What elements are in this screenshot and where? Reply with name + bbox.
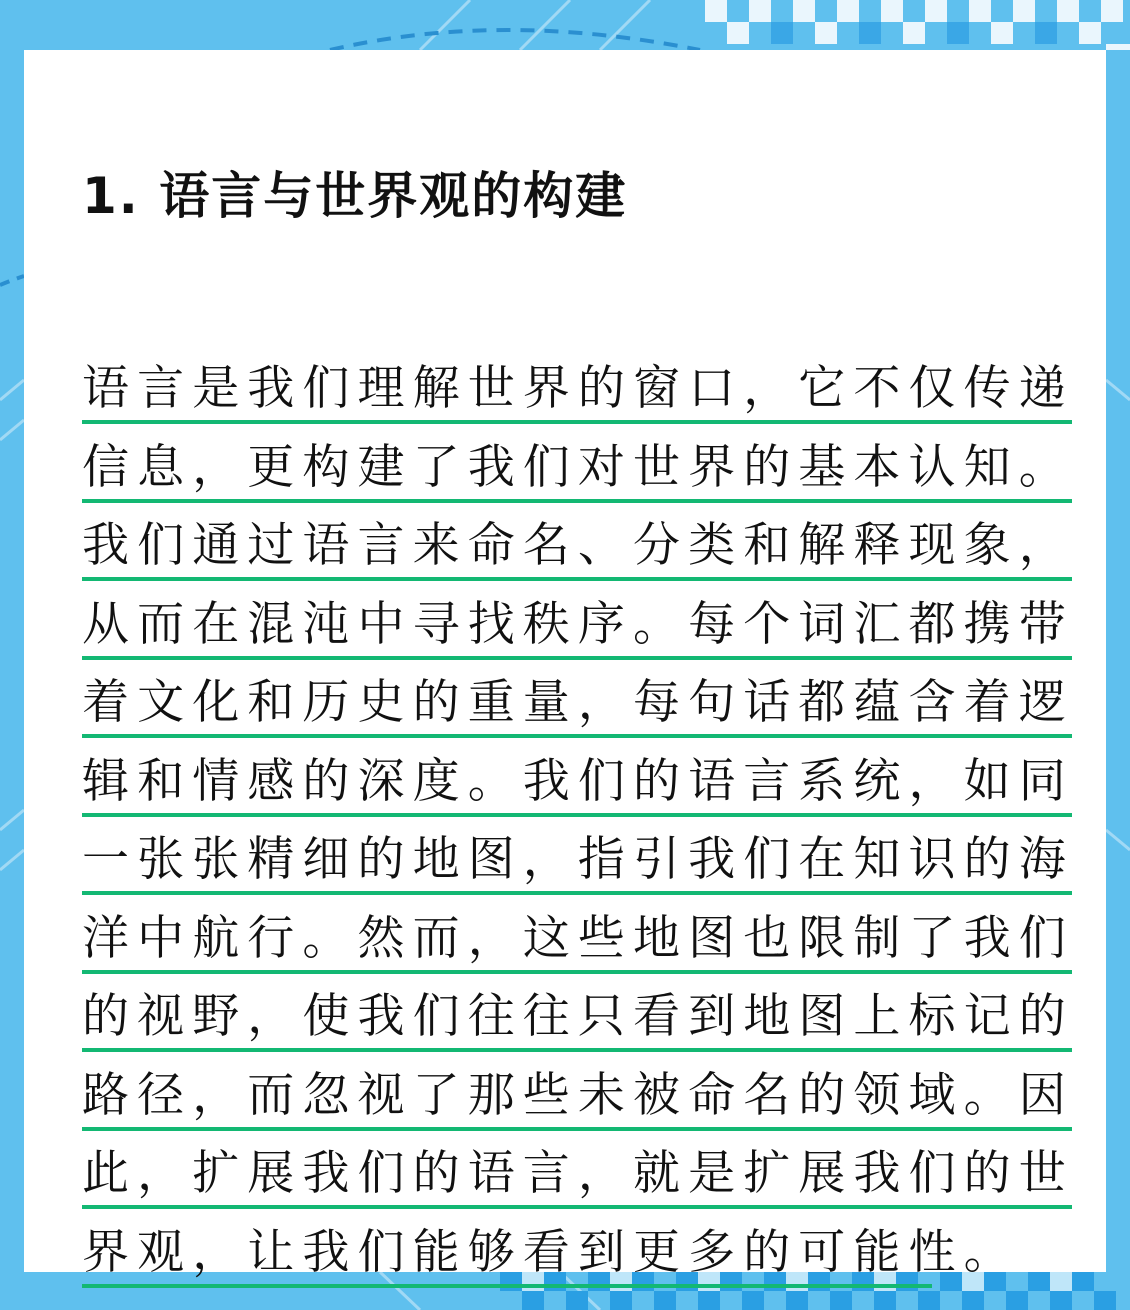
- paragraph-line-text: 从而在混沌中寻找秩序。每个词汇都携带: [82, 596, 1074, 652]
- paragraph-line: [82, 976, 1082, 1055]
- paragraph-line-text: 此，扩展我们的语言，就是扩展我们的世: [82, 1146, 1074, 1201]
- paragraph-line: [82, 1212, 1082, 1291]
- paragraph-line-text: 我们通过语言来命名、分类和解释现象，: [82, 518, 1074, 573]
- green-underline: [82, 970, 1072, 974]
- paragraph-line: [82, 584, 1082, 663]
- green-underline: [82, 1048, 1072, 1052]
- paragraph-line-text: 洋中航行。然而，这些地图也限制了我们: [82, 910, 1074, 966]
- paragraph: [82, 348, 1082, 1290]
- paragraph-line: [82, 1133, 1082, 1212]
- green-underline: [82, 734, 1072, 738]
- green-underline: [82, 499, 1072, 503]
- paragraph-line-text: 的视野，使我们往往只看到地图上标记的: [82, 989, 1074, 1044]
- paragraph-line: [82, 898, 1082, 977]
- paragraph-line: [82, 662, 1082, 741]
- green-underline: [82, 656, 1072, 660]
- paragraph-line-text: 路径，而忽视了那些未被命名的领域。因: [82, 1067, 1074, 1123]
- paragraph-line: [82, 819, 1082, 898]
- paragraph-line-text: 语言是我们理解世界的窗口，它不仅传递: [82, 361, 1074, 416]
- green-underline: [82, 813, 1072, 817]
- paragraph-line-text: 一张张精细的地图，指引我们在知识的海: [82, 832, 1074, 887]
- green-underline: [82, 891, 1072, 895]
- paragraph-line-text: 信息，更构建了我们对世界的基本认知。: [82, 439, 1074, 495]
- green-underline: [82, 1284, 932, 1288]
- green-underline: [82, 577, 1072, 581]
- paragraph-line: [82, 1055, 1082, 1134]
- paragraph-line: [82, 741, 1082, 820]
- paragraph-line-text: 辑和情感的深度。我们的语言系统，如同: [82, 753, 1074, 809]
- green-underline: [82, 420, 1072, 424]
- paragraph-line: [82, 427, 1082, 506]
- paragraph-line-text: 着文化和历史的重量，每句话都蕴含着逻: [82, 675, 1074, 730]
- section-heading: 1. 语言与世界观的构建: [82, 167, 628, 225]
- paragraph-line-text: 界观，让我们能够看到更多的可能性。: [82, 1224, 1019, 1280]
- paragraph-line: [82, 505, 1082, 584]
- content-card: [24, 50, 1106, 1280]
- green-underline: [82, 1205, 1072, 1209]
- paragraph-line: [82, 348, 1082, 427]
- green-underline: [82, 1127, 1072, 1131]
